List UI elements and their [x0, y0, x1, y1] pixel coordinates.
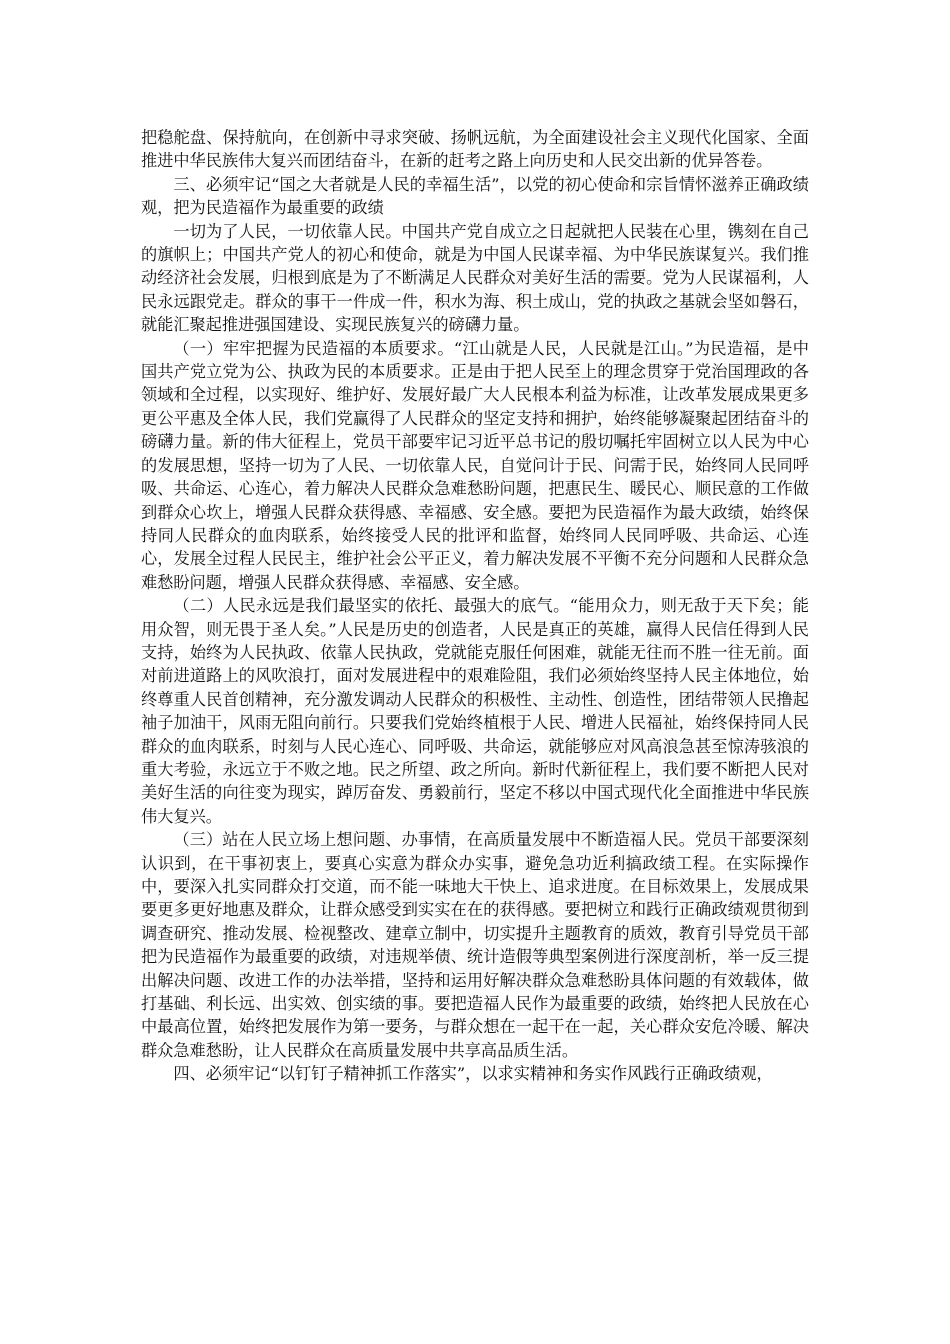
paragraph-people-first: 一切为了人民，一切依靠人民。中国共产党自成立之日起就把人民装在心里，镌刻在自己的旗帜上；中国共产党人的初心和使命，就是为中国人民谋幸福、为中华民族谋复兴。我们推动经济社会发展，归根到底是为了不断满足人民群众对美好生活的需要。党为人民谋福利，人民永远跟党走。群众的事干一件成一件，积水为海、积土成山，党的执政之基就会坚如磐石，就能汇聚起推进强国建设、实现民族复兴的磅礴力量。: [141, 221, 809, 335]
paragraph-continuation: 把稳舵盘、保持航向，在创新中寻求突破、扬帆远航，为全面建设社会主义现代化国家、全面推进中华民族伟大复兴而团结奋斗，在新的赶考之路上向历史和人民交出新的优异答卷。: [141, 128, 809, 171]
section-heading-four: 四、必须牢记“以钉钉子精神抓工作落实”，以求实精神和务实作风践行正确政绩观，: [173, 1064, 773, 1084]
document-body: [141, 126, 809, 1086]
paragraph-subsection-three: （三）站在人民立场上想问题、办事情，在高质量发展中不断造福人民。党员干部要深刻认识到，在干事初衷上，要真心实意为群众办实事，避免急功近利搞政绩工程。在实际操作中，要深入扎实同群众打交道，而不能一味地大干快上、追求进度。在目标效果上，发展成果要更多更好地惠及群众，让群众感受到实实在在的获得感。要把树立和践行正确政绩观贯彻到调查研究、推动发展、检视整改、建章立制中，切实提升主题教育的质效，教育引导党员干部把为民造福作为最重要的政绩，对违规举债、统计造假等典型案例进行深度剖析，举一反三提出解决问题、改进工作的办法举措，坚持和运用好解决群众急难愁盼具体问题的有效载体，做打基础、利长远、出实效、创实绩的事。要把造福人民作为最重要的政绩，始终把人民放在心中最高位置，始终把发展作为第一要务，与群众想在一起干在一起，关心群众安危冷暖、解决群众急难愁盼，让人民群众在高质量发展中共享高品质生活。: [141, 830, 809, 1060]
paragraph-subsection-two: （二）人民永远是我们最坚实的依托、最强大的底气。“能用众力，则无敌于天下矣；能用众智，则无畏于圣人矣。”人民是历史的创造者，人民是真正的英雄，赢得人民信任得到人民支持，始终为人民执政、依靠人民执政，党就能克服任何困难，就能无往而不胜一往无前。面对前进道路上的风吹浪打，面对发展进程中的艰难险阻，我们必须始终坚持人民主体地位，始终尊重人民首创精神，充分激发调动人民群众的积极性、主动性、创造性，团结带领人民撸起袖子加油干，风雨无阻向前行。只要我们党始终植根于人民、增进人民福祉，始终保持同人民群众的血肉联系，时刻与人民心连心、同呼吸、共命运，就能够应对风高浪急甚至惊涛骇浪的重大考验，永远立于不败之地。民之所望、政之所向。新时代新征程上，我们要不断把人民对美好生活的向往变为现实，踔厉奋发、勇毅前行，坚定不移以中国式现代化全面推进中华民族伟大复兴。: [141, 596, 809, 826]
paragraph-subsection-one: （一）牢牢把握为民造福的本质要求。“江山就是人民，人民就是江山。”为民造福，是中国共产党立党为公、执政为民的本质要求。正是由于把人民至上的理念贯穿于党治国理政的各领域和全过程，以实现好、维护好、发展好最广大人民根本利益为标准，让改革发展成果更多更公平惠及全体人民，我们党赢得了人民群众的坚定支持和拥护，始终能够凝聚起团结奋斗的磅礴力量。新的伟大征程上，党员干部要牢记习近平总书记的殷切嘱托牢固树立以人民为中心的发展思想，坚持一切为了人民、一切依靠人民，自觉问计于民、问需于民，始终同人民同呼吸、共命运、心连心，着力解决人民群众急难愁盼问题，把惠民生、暖民心、顺民意的工作做到群众心坎上，增强人民群众获得感、幸福感、安全感。要把为民造福作为最大政绩，始终保持同人民群众的血肉联系，始终接受人民的批评和监督，始终同人民同呼吸、共命运、心连心，发展全过程人民民主，维护社会公平正义，着力解决发展不平衡不充分问题和人民群众急难愁盼问题，增强人民群众获得感、幸福感、安全感。: [141, 338, 809, 592]
section-heading-three: 三、必须牢记“国之大者就是人民的幸福生活”，以党的初心使命和宗旨情怀滋养正确政绩观，把为民造福作为最重要的政绩: [141, 174, 809, 218]
